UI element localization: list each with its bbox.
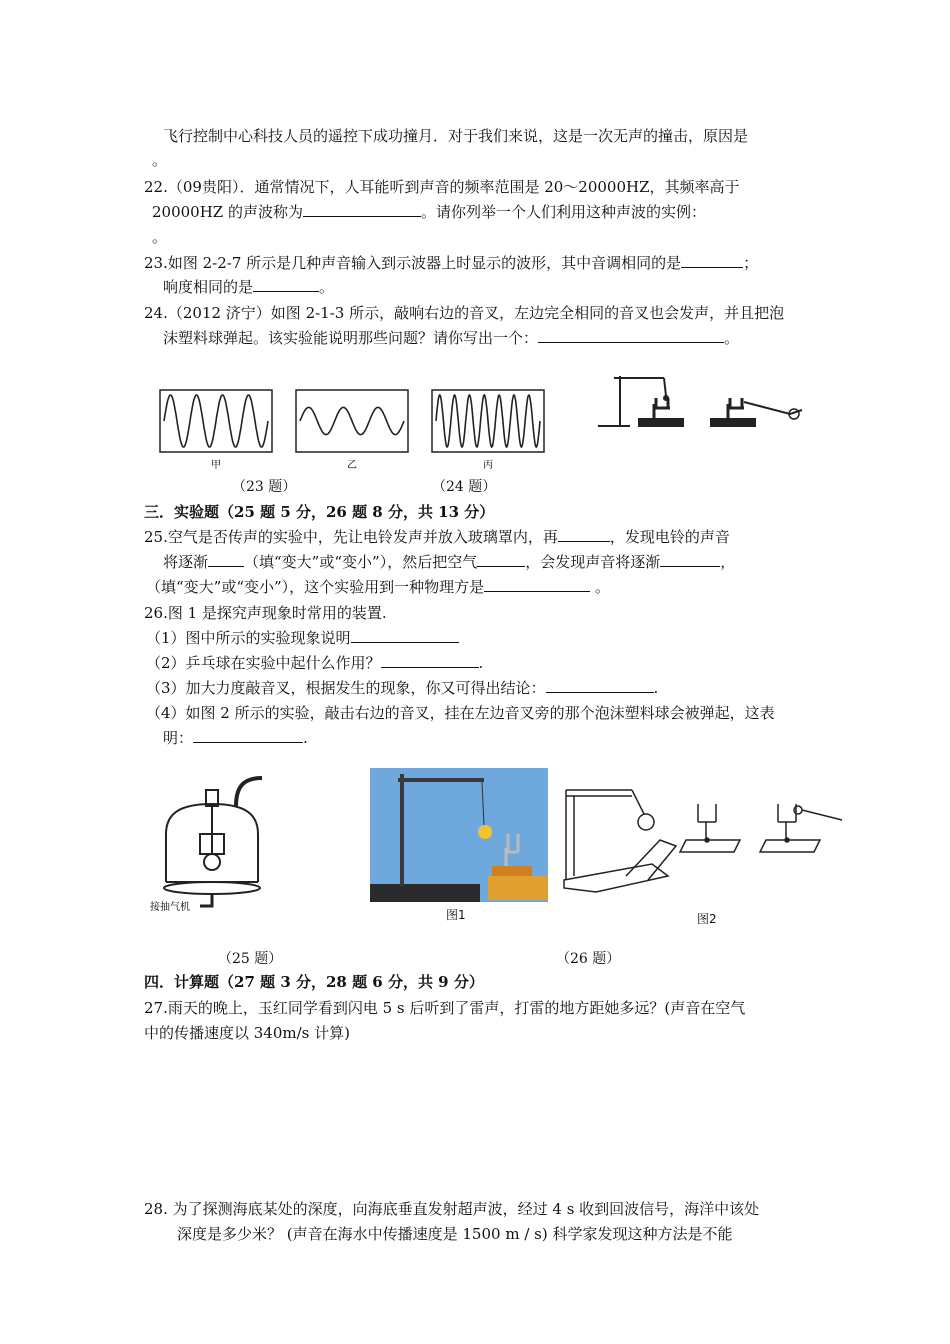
waveform-label: 甲 xyxy=(211,460,221,471)
waveform-label: 乙 xyxy=(347,460,357,471)
waveform-line xyxy=(164,395,268,447)
q23-text-a: 23.如图 2-2-7 所示是几种声音输入到示波器上时显示的波形，其中音调相同的是 xyxy=(144,254,682,272)
q26-sub2 xyxy=(146,653,483,673)
q23-text-b: ； xyxy=(743,254,759,272)
q25-blank-4[interactable] xyxy=(660,552,720,567)
q26-sub4-cont xyxy=(163,728,308,748)
q23-line1 xyxy=(144,253,758,273)
tuning-fork-resonance-figure xyxy=(592,368,808,434)
q24-text-b: 。 xyxy=(724,329,740,347)
fig2-label: 图2 xyxy=(697,912,717,926)
q24-line2 xyxy=(163,328,739,348)
q24-blank-1[interactable] xyxy=(538,328,724,343)
q25-blank-5[interactable] xyxy=(484,577,590,592)
tuning-fork-photo-figure xyxy=(370,768,548,902)
q26-blank-4[interactable] xyxy=(193,728,303,743)
q26-blank-3[interactable] xyxy=(546,678,654,693)
q26-text-2b: . xyxy=(478,654,484,672)
q23-blank-2[interactable] xyxy=(253,277,319,292)
q25-blank-1[interactable] xyxy=(558,527,610,542)
q26-text-3b: . xyxy=(653,679,659,697)
fig1-label: 图1 xyxy=(446,908,466,922)
q25-blank-3[interactable] xyxy=(477,552,525,567)
q25-text-e: ，会发现声音将逐渐 xyxy=(525,553,661,571)
air-tube-icon xyxy=(236,778,262,806)
q27-line1: 27.雨天的晚上，玉红同学看到闪电 5 s 后听到了雷声，打雷的地方距她多远？(声音在空气 xyxy=(144,999,746,1017)
q25-text-h: 。 xyxy=(590,578,610,596)
section-3-title: 三．实验题（25 题 5 分，26 题 8 分，共 13 分） xyxy=(144,503,495,521)
waveform-line xyxy=(436,395,540,447)
q26-sub1 xyxy=(146,628,459,648)
q24-text-a: 沫塑料球弹起。该实验能说明那些问题？请你写出一个： xyxy=(163,329,539,347)
q26-blank-1[interactable] xyxy=(351,628,459,643)
q23-text-c: 响度相同的是 xyxy=(163,278,254,296)
tuning-fork-right-icon xyxy=(728,398,744,418)
q23-blank-1[interactable] xyxy=(681,253,743,268)
q28-line1: 28. 为了探测海底某处的深度，向海底垂直发射超声波，经过 4 s 收到回波信号，海洋中该处 xyxy=(144,1200,760,1218)
q27-line2: 中的传播速度以 340m/s 计算) xyxy=(144,1024,350,1042)
q22-line2 xyxy=(152,202,706,222)
q21-line1: 飞行控制中心科技人员的遥控下成功撞月．对于我们来说，这是一次无声的撞击，原因是 xyxy=(163,127,749,145)
q23-text-d: 。 xyxy=(319,278,335,296)
q26-text-1: （1）图中所示的实验现象说明 xyxy=(146,629,351,647)
section-4-title: 四．计算题（27 题 3 分，28 题 6 分，共 9 分） xyxy=(144,973,484,991)
q22-text-b: 。请你列举一个人们利用这种声波的实例： xyxy=(421,203,707,221)
q25-text-d: （填“变大”或“变小”），然后把空气 xyxy=(244,553,478,571)
q25-text-c: 将逐渐 xyxy=(163,553,209,571)
q26-sub3 xyxy=(146,678,658,698)
waveform-label: 丙 xyxy=(483,460,493,471)
caption-q23: （23 题） xyxy=(232,479,297,495)
caption-q24: （24 题） xyxy=(432,479,497,495)
q21-line2: 。 xyxy=(152,151,168,169)
q26-text-4b: . xyxy=(303,729,308,747)
q25-line3 xyxy=(146,577,610,597)
q28-line2: 深度是多少米？ (声音在海水中传播速度是 1500 m / s) 科学家发现这种方法是不能 xyxy=(177,1225,733,1243)
q22-text-a: 20000HZ 的声波称为 xyxy=(152,203,303,221)
q26-text-4: 明： xyxy=(163,729,194,747)
q26-text-3: （3）加大力度敲音叉，根据发生的现象，你又可得出结论： xyxy=(146,679,546,697)
q25-text-a: 25.空气是否传声的实验中，先让电铃发声并放入玻璃罩内，再 xyxy=(144,528,558,546)
q22-line3: 。 xyxy=(152,228,168,246)
two-tuning-forks-figure xyxy=(556,780,846,900)
q25-line1 xyxy=(144,527,730,547)
waveform-line xyxy=(300,407,404,434)
q26-text-2: （2）乒乓球在实验中起什么作用？ xyxy=(146,654,381,672)
pump-label: 接抽气机 xyxy=(150,902,190,913)
q25-text-b: ，发现电铃的声音 xyxy=(609,528,730,546)
q26-blank-2[interactable] xyxy=(381,653,479,668)
tuning-fork-left-icon xyxy=(654,398,670,418)
q24-line1: 24.（2012 济宁）如图 2-1-3 所示，敲响右边的音叉，左边完全相同的音叉也会发声，并且把泡 xyxy=(144,304,785,322)
caption-q25: （25 题） xyxy=(218,951,283,967)
q26-intro: 26.图 1 是探究声现象时常用的装置. xyxy=(144,604,387,622)
q23-line2 xyxy=(163,277,334,297)
ping-pong-ball-icon xyxy=(478,825,492,839)
q25-text-g: （填“变大”或“变小”），这个实验用到一种物理方是 xyxy=(146,578,485,596)
bell-jar-figure xyxy=(150,770,280,920)
q22-blank-1[interactable] xyxy=(303,202,421,217)
caption-q26: （26 题） xyxy=(556,951,621,967)
q22-line1: 22.（09贵阳）．通常情况下，人耳能听到声音的频率范围是 20～20000HZ，其频率高于 xyxy=(144,178,740,196)
q25-text-f: ， xyxy=(720,553,736,571)
q25-blank-2[interactable] xyxy=(208,552,244,567)
q25-line2 xyxy=(163,552,735,572)
mallet-hand-icon xyxy=(744,402,802,414)
q26-sub4: （4）如图 2 所示的实验，敲击右边的音叉，挂在左边音叉旁的那个泡沫塑料球会被弹起，这表 xyxy=(146,704,775,722)
waveform-figure xyxy=(156,388,552,472)
